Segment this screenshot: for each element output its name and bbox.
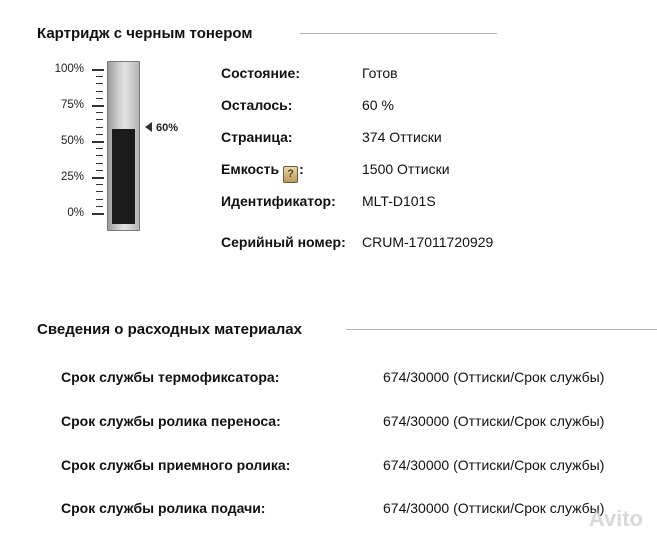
pickup-roller-label: Срок службы приемного ролика: (61, 457, 291, 473)
capacity-label-colon: : (299, 161, 304, 177)
pointer-arrow-icon (145, 122, 152, 132)
pages-value: 374 Оттиски (362, 129, 442, 145)
help-icon[interactable]: ? (283, 166, 298, 183)
toner-level-fill (112, 129, 135, 224)
gauge-tick (96, 127, 103, 128)
gauge-tick-label: 0% (67, 207, 84, 219)
capacity-label (221, 161, 304, 183)
gauge-tick-label: 25% (60, 171, 84, 183)
gauge-tick-label: 100% (54, 63, 84, 75)
fuser-life-value: 674/30000 (Оттиски/Срок службы) (383, 369, 605, 385)
gauge-tick-label: 75% (60, 99, 84, 111)
watermark: Avito (588, 506, 643, 531)
capacity-value: 1500 Оттиски (362, 161, 450, 177)
transfer-roller-label: Срок службы ролика переноса: (61, 413, 281, 429)
gauge-tick-label: 50% (60, 135, 84, 147)
gauge-tick (96, 76, 103, 77)
transfer-roller-value: 674/30000 (Оттиски/Срок службы) (383, 413, 605, 429)
gauge-tick (92, 105, 104, 107)
gauge-tick (96, 119, 103, 120)
gauge-tick (96, 91, 103, 92)
cartridge-title-divider (300, 33, 497, 34)
gauge-tick (92, 177, 104, 179)
identifier-value: MLT-D101S (362, 193, 436, 209)
gauge-tick (96, 112, 103, 113)
consumables-section-title: Сведения о расходных материалах (37, 321, 302, 338)
toner-gauge (107, 61, 140, 231)
pages-label: Страница: (221, 129, 293, 145)
serial-number-value: CRUM-17011720929 (362, 234, 494, 250)
capacity-label-text: Емкость (221, 161, 280, 177)
gauge-tick (96, 98, 103, 99)
gauge-tick (92, 69, 104, 71)
gauge-tick (96, 170, 103, 171)
remaining-label: Осталось: (221, 97, 293, 113)
gauge-tick (92, 213, 104, 215)
gauge-tick (96, 163, 103, 164)
gauge-tick (96, 191, 103, 192)
pickup-roller-value: 674/30000 (Оттиски/Срок службы) (383, 457, 605, 473)
gauge-tick (92, 141, 104, 143)
cartridge-section-title: Картридж с черным тонером (37, 25, 253, 42)
gauge-tick (96, 148, 103, 149)
gauge-tick (96, 155, 103, 156)
identifier-label: Идентификатор: (221, 193, 336, 209)
gauge-tick (96, 134, 103, 135)
fuser-life-label: Срок службы термофиксатора: (61, 369, 280, 385)
toner-gauge-scale (50, 62, 106, 232)
gauge-tick (96, 199, 103, 200)
feed-roller-label: Срок службы ролика подачи: (61, 500, 266, 516)
gauge-tick (96, 83, 103, 84)
toner-level-indicator (145, 122, 178, 134)
toner-level-label: 60% (156, 122, 179, 135)
gauge-tick (96, 206, 103, 207)
status-value: Готов (362, 65, 398, 81)
feed-roller-value: 674/30000 (Оттиски/Срок службы) (383, 500, 605, 516)
serial-number-label: Серийный номер: (221, 234, 346, 250)
gauge-tick (96, 184, 103, 185)
remaining-value: 60 % (362, 97, 394, 113)
status-label: Состояние: (221, 65, 300, 81)
consumables-title-divider (346, 329, 657, 330)
